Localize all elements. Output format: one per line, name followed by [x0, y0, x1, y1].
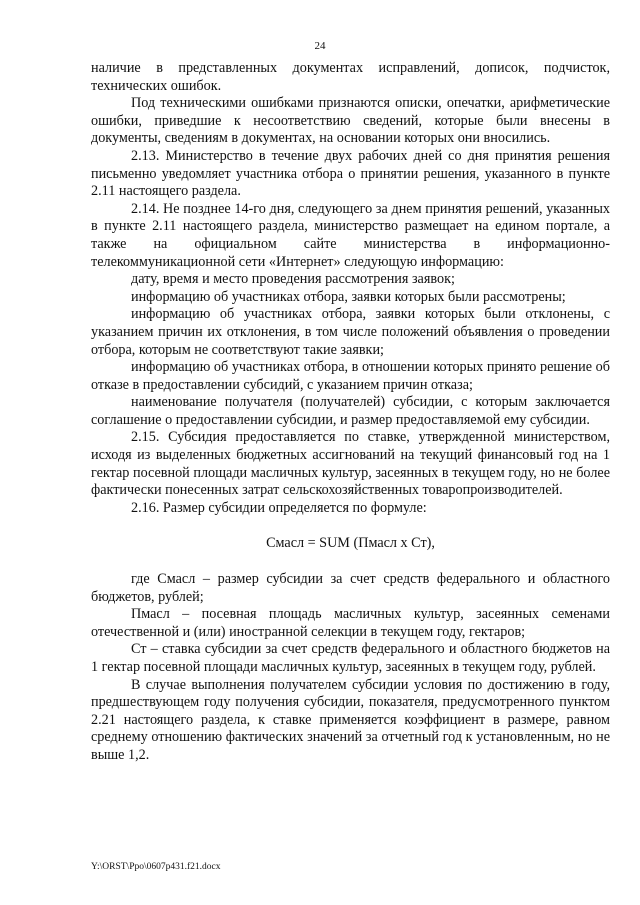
formula-definition-smasl: где Смасл – размер субсидии за счет средств федерального и областного бюджетов, рублей;: [91, 571, 610, 605]
subsidy-formula: Смасл = SUM (Пмасл x Ст),: [266, 535, 435, 552]
list-item-refused-participants: информацию об участниках отбора, в отношении которых принято решение об отказе в предоставлении субсидий, с указанием причин отказа;: [91, 359, 610, 393]
paragraph-2-16: 2.16. Размер субсидии определяется по формуле:: [131, 499, 427, 516]
paragraph-errors-list: наличие в представленных документах исправлений, дописок, подчисток, технических ошибок.: [91, 60, 610, 94]
formula-definition-st: Ст – ставка субсидии за счет средств федерального и областного бюджетов на 1 гектар посевной площади масличных культур, засеянных в текущем году, рублей.: [91, 641, 610, 675]
paragraph-2-15: 2.15. Субсидия предоставляется по ставке, утвержденной министерством, исходя из выделенных бюджетных ассигнований на текущий финансовый год на 1 гектар посевной площади масличных культур, засеянных в текущем году, но не более фактически понесенных затрат сельскохозяйственных товаропроизводителей.: [91, 429, 610, 499]
list-item-date-time: дату, время и место проведения рассмотрения заявок;: [131, 271, 455, 288]
list-item-reviewed-participants: информацию об участниках отбора, заявки которых были рассмотрены;: [131, 288, 566, 305]
paragraph-coefficient: В случае выполнения получателем субсидии условия по достижению в году, предшествующем году получения субсидии, показателя, предусмотренного пунктом 2.21 настоящего раздела, к ставке применяется коэффициент в размере, равном среднему отношению фактических значений за отчетный год к установленным, но не выше 1,2.: [91, 676, 610, 763]
footer-file-path: Y:\ORST\Ppo\0607p431.f21.docx: [91, 862, 221, 872]
document-body: [91, 60, 610, 765]
page-number: 24: [314, 40, 326, 52]
paragraph-2-14: 2.14. Не позднее 14-го дня, следующего за днем принятия решений, указанных в пункте 2.11 настоящего раздела, министерство размещает на едином портале, а также на официальном сайте министерства в информационно-телекоммуникационной сети «Интернет» следующую информацию:: [91, 200, 610, 270]
list-item-recipient-name: наименование получателя (получателей) субсидии, с которым заключается соглашение о предоставлении субсидии, и размер предоставляемой ему субсидии.: [91, 394, 610, 428]
list-item-rejected-participants: информацию об участниках отбора, заявки которых были отклонены, с указанием причин их отклонения, в том числе положений объявления о проведении отбора, которым не соответствуют такие заявки;: [91, 306, 610, 358]
formula-definition-pmasl: Пмасл – посевная площадь масличных культур, засеянных семенами отечественной и (или) иностранной селекции в текущем году, гектаров;: [91, 606, 610, 640]
paragraph-2-13: 2.13. Министерство в течение двух рабочих дней со дня принятия решения письменно уведомляет участника отбора о принятии решения, указанного в пункте 2.11 настоящего раздела.: [91, 147, 610, 200]
paragraph-technical-errors: Под техническими ошибками признаются описки, опечатки, арифметические ошибки, приведшие к несоответствию сведений, которые были внесены в документы, сведениям в документах, на основании которых они вносились.: [91, 95, 610, 147]
